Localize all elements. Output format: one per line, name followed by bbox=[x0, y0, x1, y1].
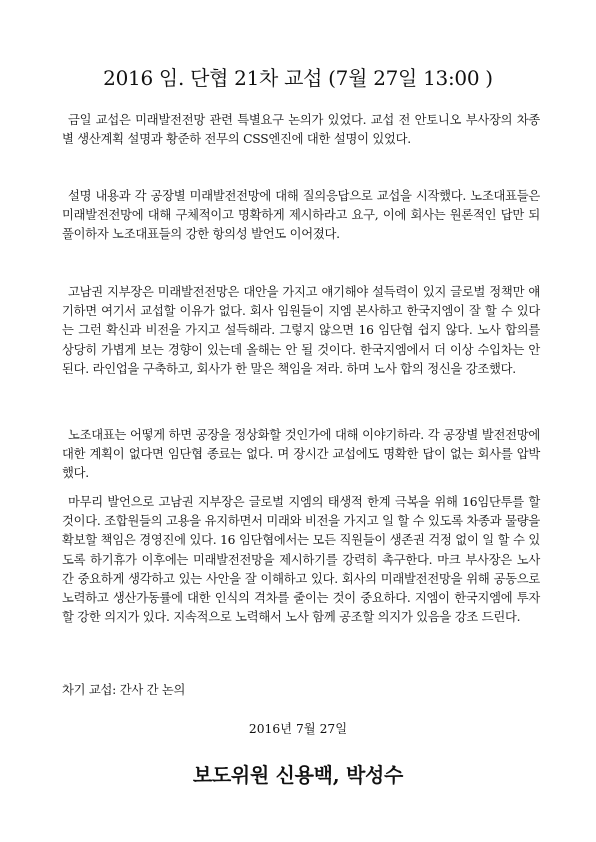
paragraph-closing: 마무리 발언으로 고남권 지부장은 글로벌 지엠의 태생적 한계 극복을 위해 16임단투를 할 것이다. 조합원들의 고용을 유지하면서 미래와 비전을 가지고 일 할 수 있도록 차종과 물량을 확보할 책임은 경영진에 있다. 16 임단협에서는 모든 직원들이 생존권 걱정 없이 일 할 수 있도록 하기휴가 이후에는 미래발전전망을 제시하기를 강력히 촉구한다. 마크 부사장은 노사 간 중요하게 생각하고 있는 사안을 잘 이해하고 있다. 회사의 미래발전전망을 위해 공동으로 노력하고 생산가동률에 대한 인식의 격차를 줄이는 것이 중요하다. 지엠이 한국지엠에 투자할 강한 의지가 있다. 지속적으로 노력해서 노사 함께 공조할 의지가 있음을 강조 드린다. bbox=[62, 495, 540, 625]
document-title: 2016 임. 단협 21차 교섭 (7월 27일 13:00 ) bbox=[103, 66, 493, 90]
document-date: 2016년 7월 27일 bbox=[248, 722, 348, 736]
paragraph-intro: 금일 교섭은 미래발전전망 관련 특별요구 논의가 있었다. 교섭 전 안토니오 부사장의 차종별 생산계획 설명과 황준하 전무의 CSS엔진에 대한 설명이 있었다. bbox=[62, 113, 540, 147]
reporters-signature: 보도위원 신용백, 박성수 bbox=[192, 763, 404, 787]
paragraph-branch-chief: 고남권 지부장은 미래발전전망은 대안을 가지고 얘기해야 설득력이 있지 글로벌 정책만 얘기하면 여기서 교섭할 이유가 없다. 회사 임원들이 지엠 본사하고 한국지엠이 잘 할 수 있다는 그런 확신과 비전을 가지고 설득해라. 그렇지 않으면 16 임단협 쉽지 않다. 노사 합의를 상당히 가볍게 보는 경향이 있는데 올해는 안 될 것이다. 한국지엠에서 더 이상 수입차는 안 된다. 라인업을 구축하고, 회사가 한 말은 책임을 져라. 하며 노사 합의 정신을 강조했다. bbox=[62, 285, 540, 376]
paragraph-union-reps: 노조대표는 어떻게 하면 공장을 정상화할 것인가에 대해 이야기하라. 각 공장별 발전전망에 대한 계획이 없다면 임단협 종료는 없다. 며 장시간 교섭에도 명확한 답이 없는 회사를 압박했다. bbox=[62, 428, 540, 481]
next-meeting-note: 차기 교섭: 간사 간 논의 bbox=[62, 683, 186, 697]
paragraph-qa: 설명 내용과 각 공장별 미래발전전망에 대해 질의응답으로 교섭을 시작했다. 노조대표들은 미래발전전망에 대해 구체적이고 명확하게 제시하라고 요구, 이에 회사는 원론적인 답만 되풀이하자 노조대표들의 강한 항의성 발언도 이어졌다. bbox=[62, 189, 540, 242]
